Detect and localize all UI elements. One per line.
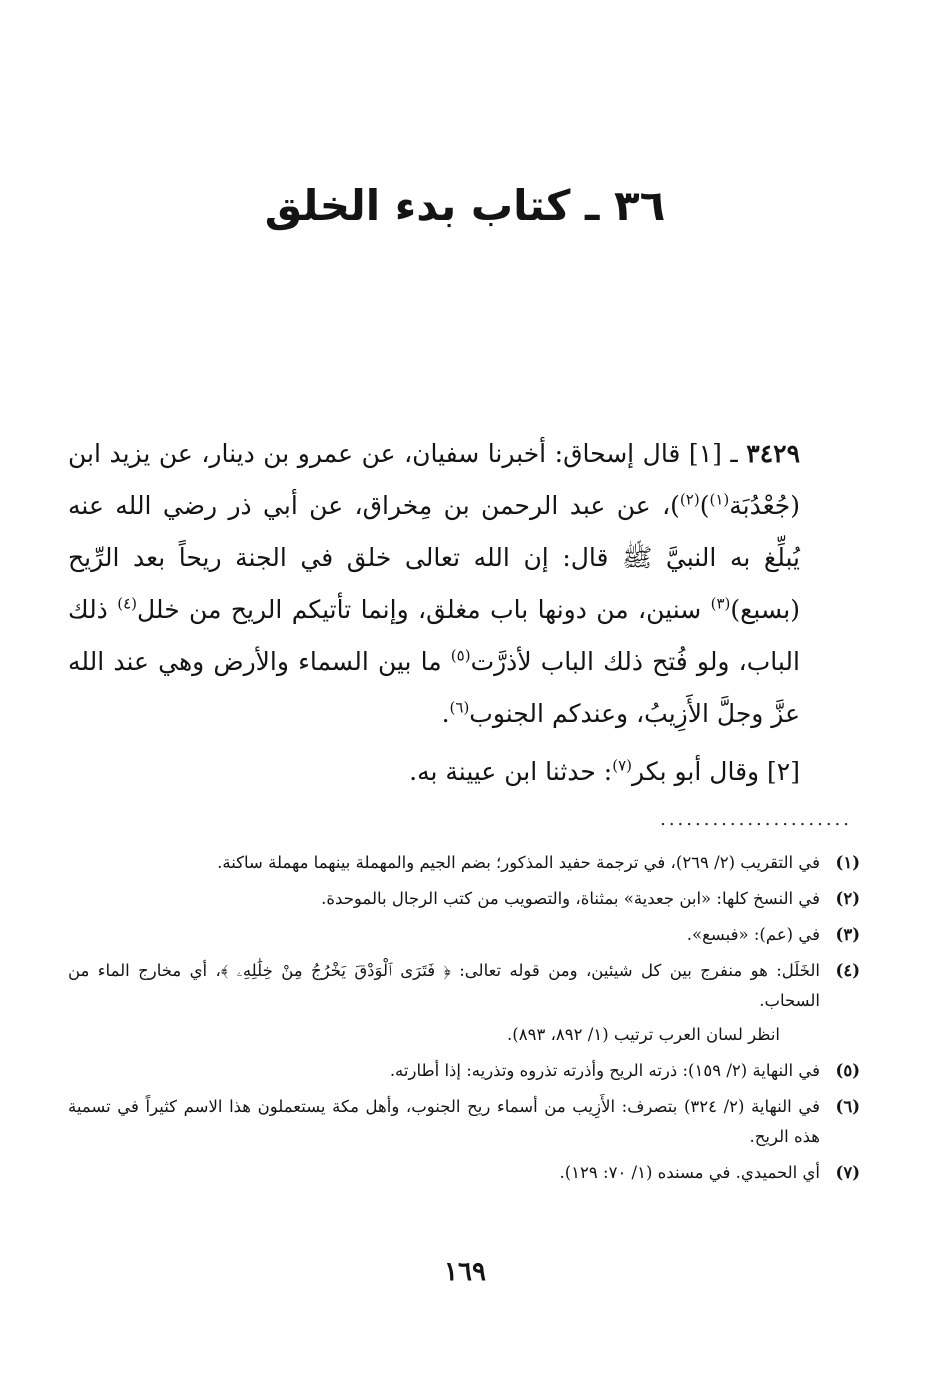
chapter-title: ٣٦ ـ كتاب بدء الخلق [264,181,666,230]
footnote-number: (٣) [835,925,860,944]
footnote-number: (١) [835,853,860,872]
footnote-number: (٧) [835,1163,860,1182]
footnote-item [68,1158,860,1188]
footnote-marker-1: (١) [709,490,730,509]
footnote-item [68,884,860,914]
second-chain-rest: : حدثنا ابن عيينة به. [409,757,613,786]
hadith-line-5: ذلك الباب، ولو فُتح ذلك الباب لأذرَّت [68,595,800,676]
footnotes-list [68,848,860,1194]
footnote-number: (٥) [835,1061,860,1080]
footnote-marker-3: (٣) [710,594,731,613]
hadith-number: ٣٤٢٩ [746,439,801,468]
footnote-item [68,956,860,1050]
footnote-text: في النهاية (٢/ ١٥٩): ذرته الريح وأذرته تذروه وتذريه: إذا أطارته. [389,1061,820,1080]
footnote-item [68,920,860,950]
hadith-line-6: ما بين السماء والأرض وهي عند الله عزَّ وجلَّ الأَزِيبُ، وعندكم الجنوب [68,647,800,728]
footnote-marker-2: (٢) [679,490,700,509]
hadith-line-1: ـ [١] قال إسحاق: أخبرنا سفيان، عن عمرو بن دينار، [201,439,738,468]
hadith-line-3: )، عن عبد الرحمن بن مِخراق، عن أبي ذر رضي الله عنه يُبلِّغ به النبيَّ ﷺ قال: إن الله تعالى خلق في الجنة ريحاً بعد الرِّيح (بسبع) [68,491,800,624]
hadith-paragraph: ٣٤٢٩ ـ [١] قال إسحاق: أخبرنا سفيان، عن عمرو بن دينار، عن يزيد ابن (جُعْدُبَة$^{(١)}$)$^{(٢)}$)، عن عبد الرحمن بن مِخراق، عن أبي ذر رضي الله عنه يُبلِّغ به النبيَّ ﷺ قال: إن الله تعالى خلق في الجنة ريحاً بعد الرِّيح (بسبع)$^{(٣)}$ سنين، من دونها باب مغلق، وإنما تأتيكم الريح من خلل$^{(٤)}$ ذلك الباب، ولو فُتح ذلك الباب لأذرَّت$^{(٥)}$ ما بين السماء والأرض وهي عند الله عزَّ وجلَّ الأَزِيبُ، وعندكم الجنوب$^{(٦)}$. [68,439,801,728]
footnote-text: في التقريب (٢/ ٢٦٩)، في ترجمة حفيد المذكور؛ بضم الجيم والمهملة بينهما مهملة ساكنة. [217,853,820,872]
footnote-item [68,1056,860,1086]
footnote-item [68,1092,860,1152]
footnote-text: الخَلَل: هو منفرج بين كل شيئين، ومن قوله تعالى: ﴿ فَتَرَى ٱلْوَدْقَ يَخْرُجُ مِنْ خِلَٰلِهِۦ ﴾، أي مخارج الماء من السحاب. [68,961,820,1010]
footnote-number: (٤) [835,961,860,980]
footnote-marker-4: (٤) [117,594,137,613]
footnote-number: (٦) [835,1097,860,1116]
page-number: ١٦٩ [444,1257,486,1287]
hadith-line-2: عن يزيد ابن (جُعْدُبَة [68,439,800,520]
footnote-text: في النسخ كلها: «ابن جعدية» بمثناة، والتصويب من كتب الرجال بالموحدة. [321,889,820,908]
footnote-reference: انظر لسان العرب ترتيب (١/ ٨٩٢، ٨٩٣). [507,1025,780,1044]
footnote-marker-6: (٦) [449,698,470,717]
hadith-text [68,428,860,798]
footnote-marker-7: (٧) [612,756,633,775]
footnote-text: في (عم): «فبسع». [686,925,820,944]
hadith-line-end: . [441,699,450,728]
footnote-marker-5: (٥) [450,646,471,665]
second-chain [68,746,860,798]
footnote-item [68,848,860,878]
hadith-line-4: سنين، من دونها باب مغلق، وإنما تأتيكم الريح من خلل [137,595,711,624]
footnote-text: أي الحميدي. في مسنده (١/ ٧٠: ١٢٩). [559,1163,820,1182]
second-chain-start: [٢] وقال أبو بكر [632,757,800,786]
footnote-text: في النهاية (٢/ ٣٢٤) بتصرف: الأَزِيب من أسماء ريح الجنوب، وأهل مكة يستعملون هذا الاسم كثيراً في تسمية هذه الريح. [68,1097,820,1146]
footnote-separator: ...................... [660,810,852,830]
footnote-number: (٢) [835,889,860,908]
